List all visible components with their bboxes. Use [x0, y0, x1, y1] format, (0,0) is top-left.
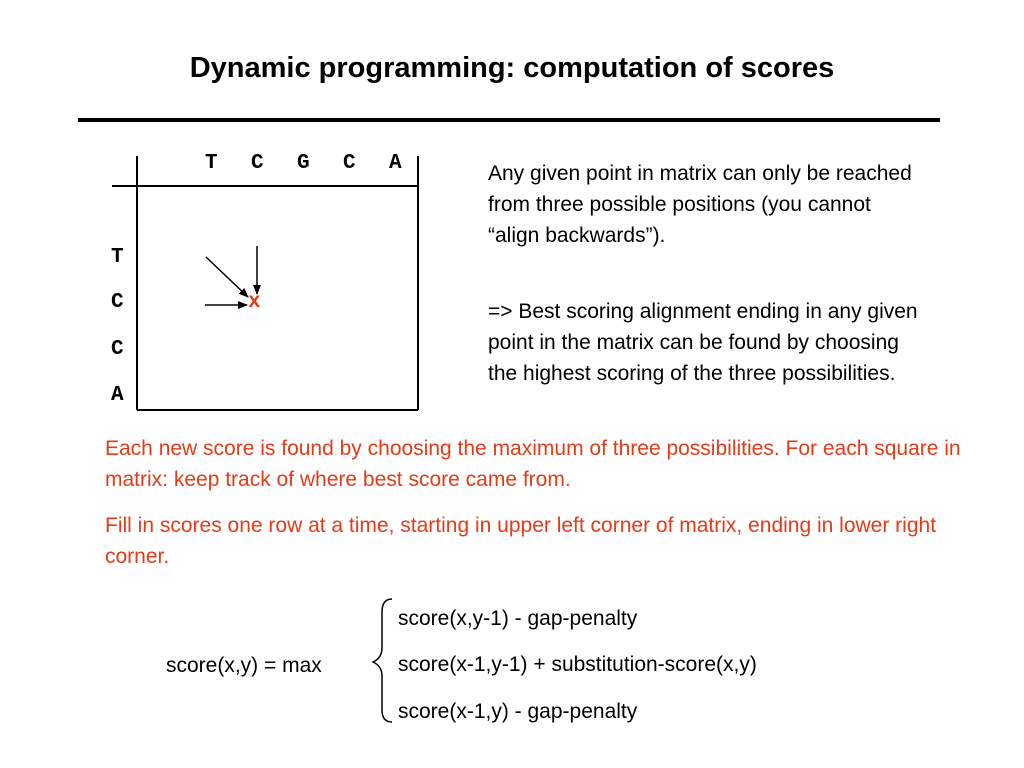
explanation-paragraph: Any given point in matrix can only be reached from three possible positions (you cannot “align backwards”).: [488, 162, 912, 247]
note-paragraph: Fill in scores one row at a time, starting in upper left corner of matrix, ending in lower right corner.: [105, 514, 937, 568]
explanation-paragraph: => Best scoring alignment ending in any given point in the matrix can be found by choosing the highest scoring of the three possibilities.: [488, 300, 918, 385]
column-header: T: [205, 152, 218, 175]
formula-option: score(x,y-1) - gap-penalty: [398, 607, 638, 630]
formula-option: score(x-1,y) - gap-penalty: [398, 700, 638, 723]
formula-lhs: score(x,y) = max: [166, 654, 322, 677]
column-header: C: [251, 152, 264, 175]
arrow-diagonal: [206, 257, 248, 297]
column-header: C: [343, 152, 356, 175]
column-header: A: [389, 152, 402, 175]
column-header: G: [297, 152, 310, 175]
row-header: C: [111, 338, 124, 361]
formula-option: score(x-1,y-1) + substitution-score(x,y): [398, 653, 757, 676]
slide-title: Dynamic programming: computation of scores: [189, 52, 835, 84]
formula-brace: [373, 599, 392, 722]
row-header: C: [111, 291, 124, 314]
current-cell-marker: x: [248, 291, 261, 314]
note-paragraph: Each new score is found by choosing the maximum of three possibilities. For each square in matrix: keep track of where best score came from.: [105, 437, 961, 491]
row-header: T: [111, 246, 124, 269]
row-header: A: [111, 384, 124, 407]
